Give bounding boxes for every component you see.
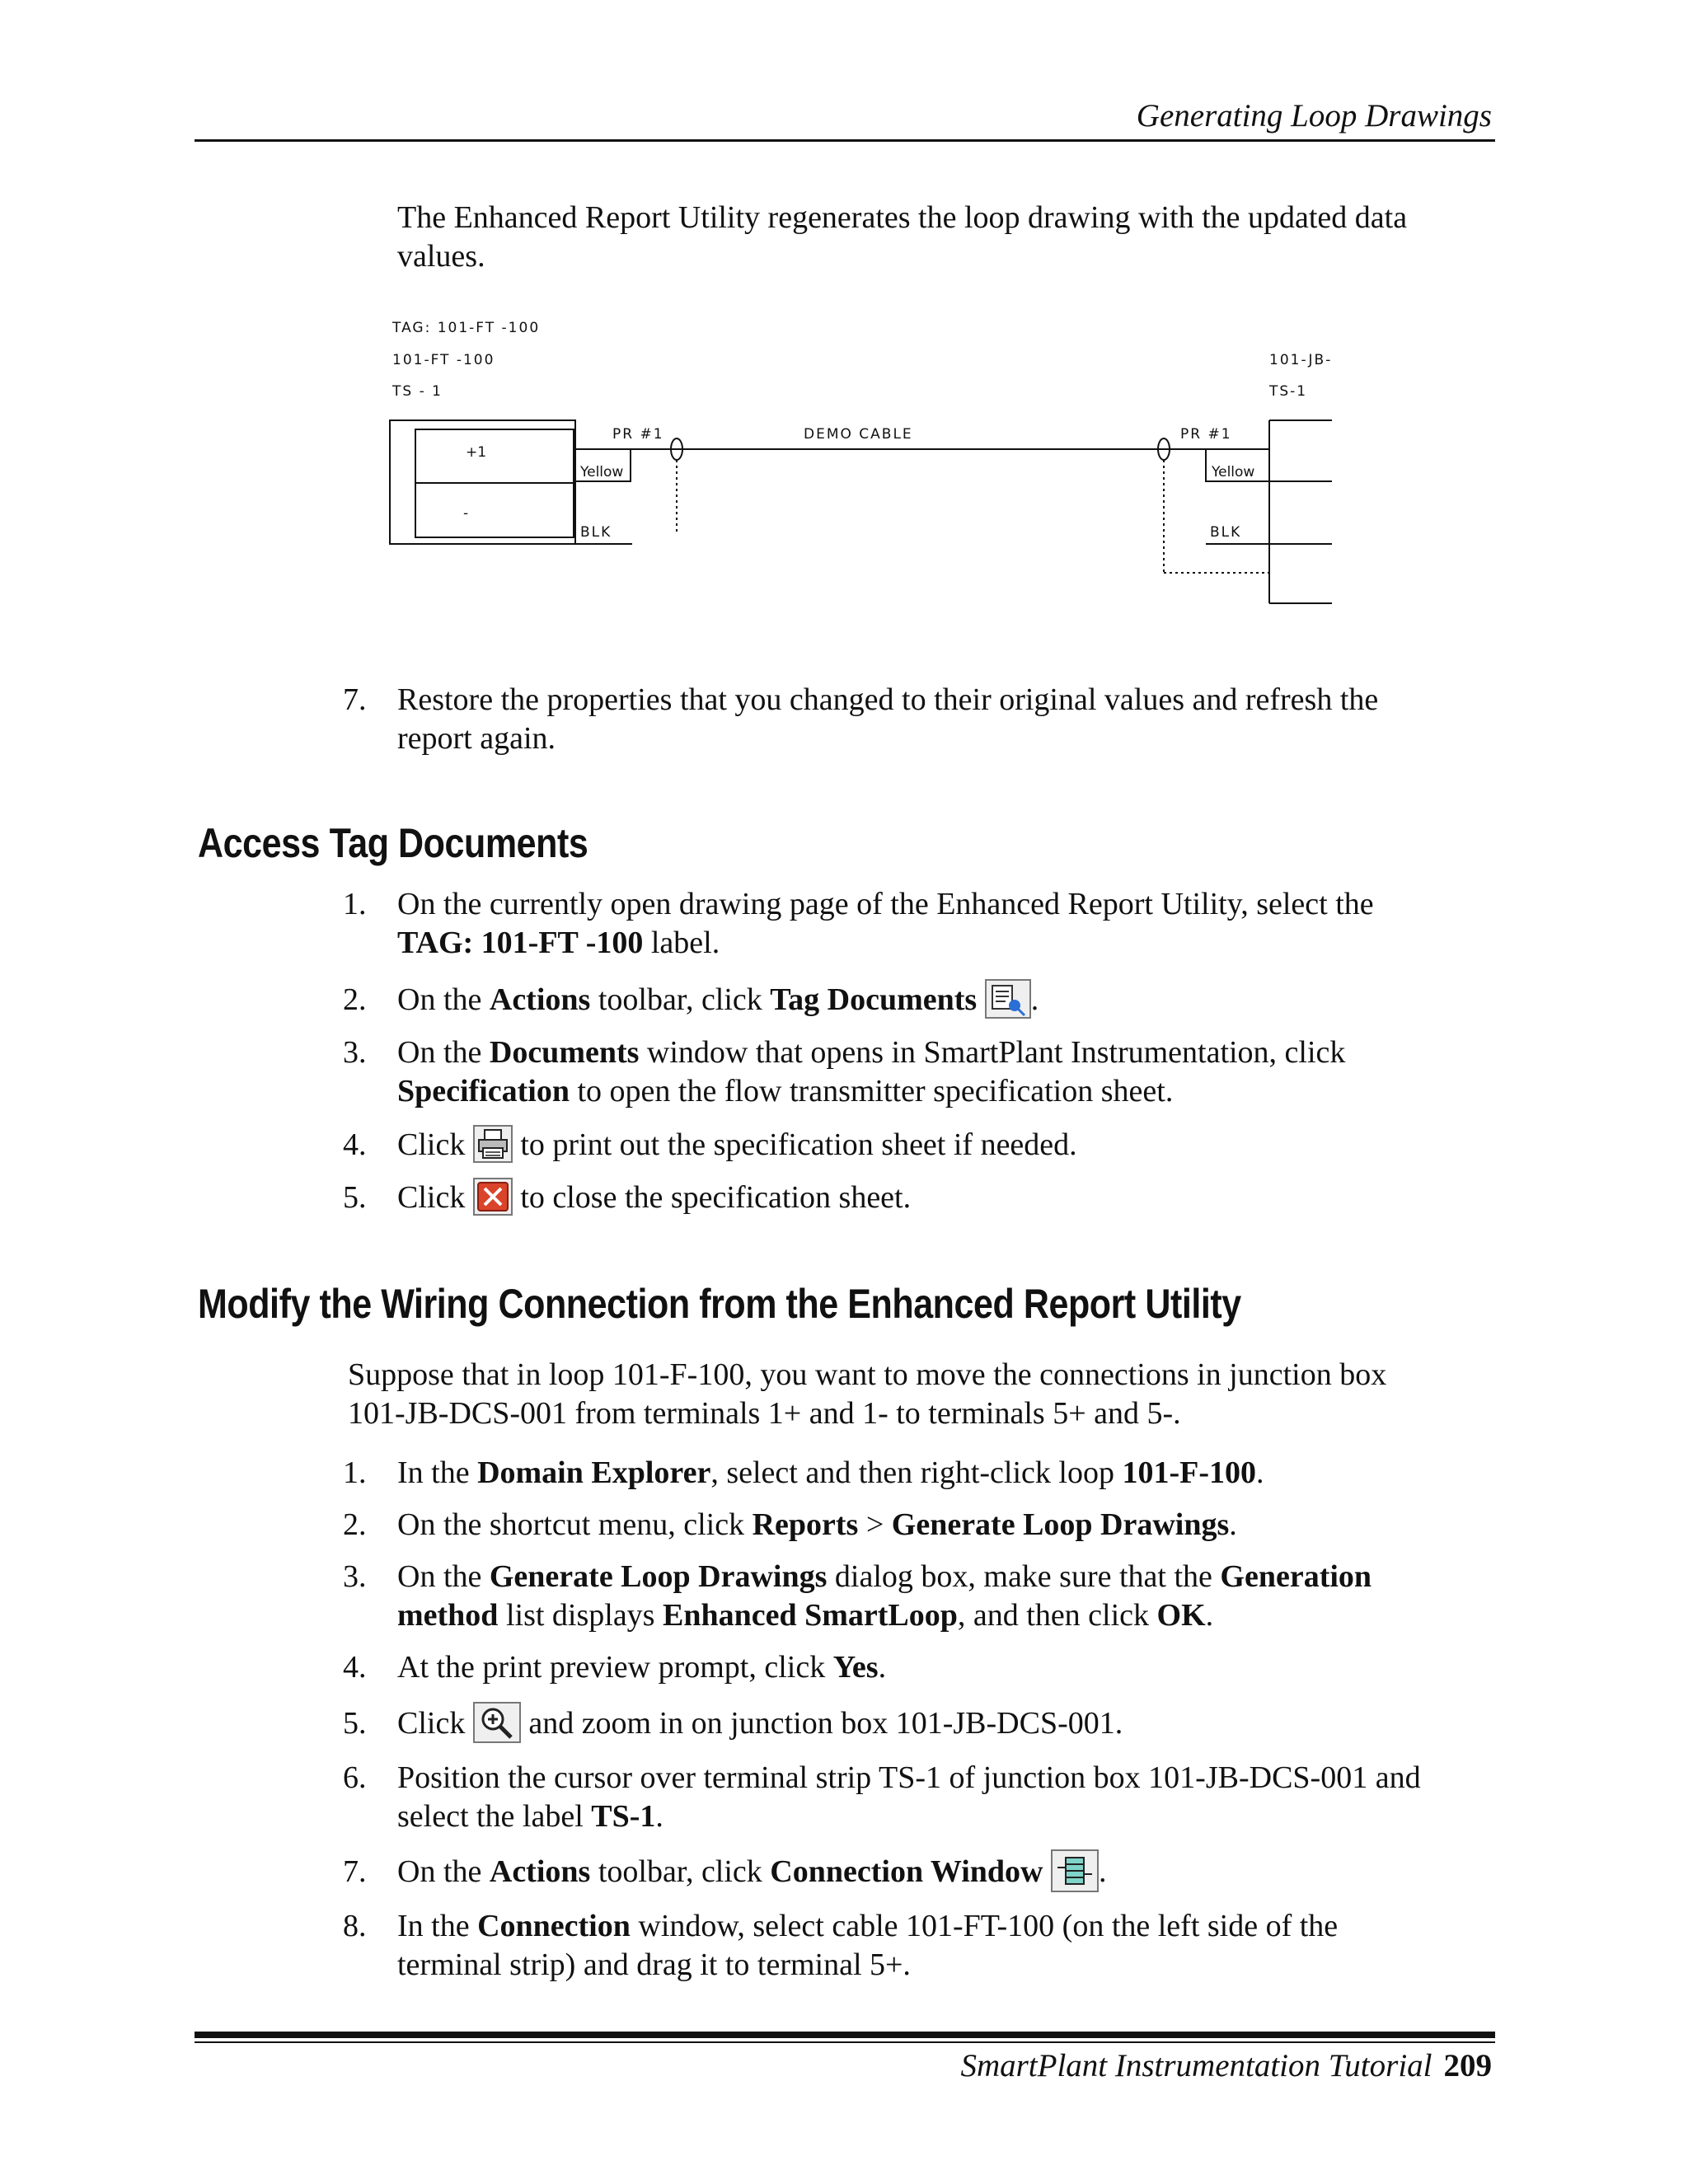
drawing-right-ts: TS-1 bbox=[1269, 383, 1308, 400]
footer-rule-thick bbox=[195, 2032, 1495, 2038]
section-heading-modify-wiring: Modify the Wiring Connection from the Enhanced Report Utility bbox=[198, 1281, 1241, 1327]
header-rule bbox=[195, 139, 1495, 142]
loop-drawing bbox=[387, 313, 1343, 610]
drawing-line2: 101-FT -100 bbox=[392, 352, 495, 368]
section-heading-access-tag-documents: Access Tag Documents bbox=[198, 820, 588, 866]
drawing-tag-label: TAG: 101-FT -100 bbox=[392, 320, 541, 336]
tag-documents-icon bbox=[985, 979, 1031, 1019]
running-header: Generating Loop Drawings bbox=[1136, 98, 1492, 134]
drawing-pr-left: PR #1 bbox=[612, 426, 664, 443]
intro-paragraph: The Enhanced Report Utility regenerates the loop drawing with the updated data values. bbox=[397, 200, 1408, 274]
close-icon bbox=[473, 1178, 513, 1216]
drawing-plus: +1 bbox=[466, 444, 487, 461]
drawing-yellow-right: Yellow bbox=[1212, 464, 1255, 480]
drawing-right-top: 101-JB- bbox=[1269, 352, 1333, 368]
print-icon bbox=[473, 1125, 513, 1163]
drawing-minus: - bbox=[463, 505, 469, 522]
zoom-in-icon bbox=[473, 1702, 521, 1743]
page-number: 209 bbox=[1443, 2048, 1492, 2083]
running-footer: SmartPlant Instrumentation Tutorial 209 bbox=[960, 2048, 1492, 2083]
section2-intro: Suppose that in loop 101-F-100, you want to move the connections in junction box 101-JB-DCS-001 from terminals 1+ and 1- to terminals 5+ and 5-. bbox=[348, 1357, 1387, 1431]
drawing-line3: TS - 1 bbox=[392, 383, 443, 400]
connection-window-icon bbox=[1051, 1849, 1099, 1892]
drawing-blk-left: BLK bbox=[580, 524, 612, 541]
footer-rule-thin bbox=[195, 2041, 1495, 2043]
drawing-pr-right: PR #1 bbox=[1180, 426, 1232, 443]
drawing-yellow-left: Yellow bbox=[580, 464, 624, 480]
drawing-blk-right: BLK bbox=[1210, 524, 1242, 541]
drawing-cable: DEMO CABLE bbox=[804, 426, 913, 443]
